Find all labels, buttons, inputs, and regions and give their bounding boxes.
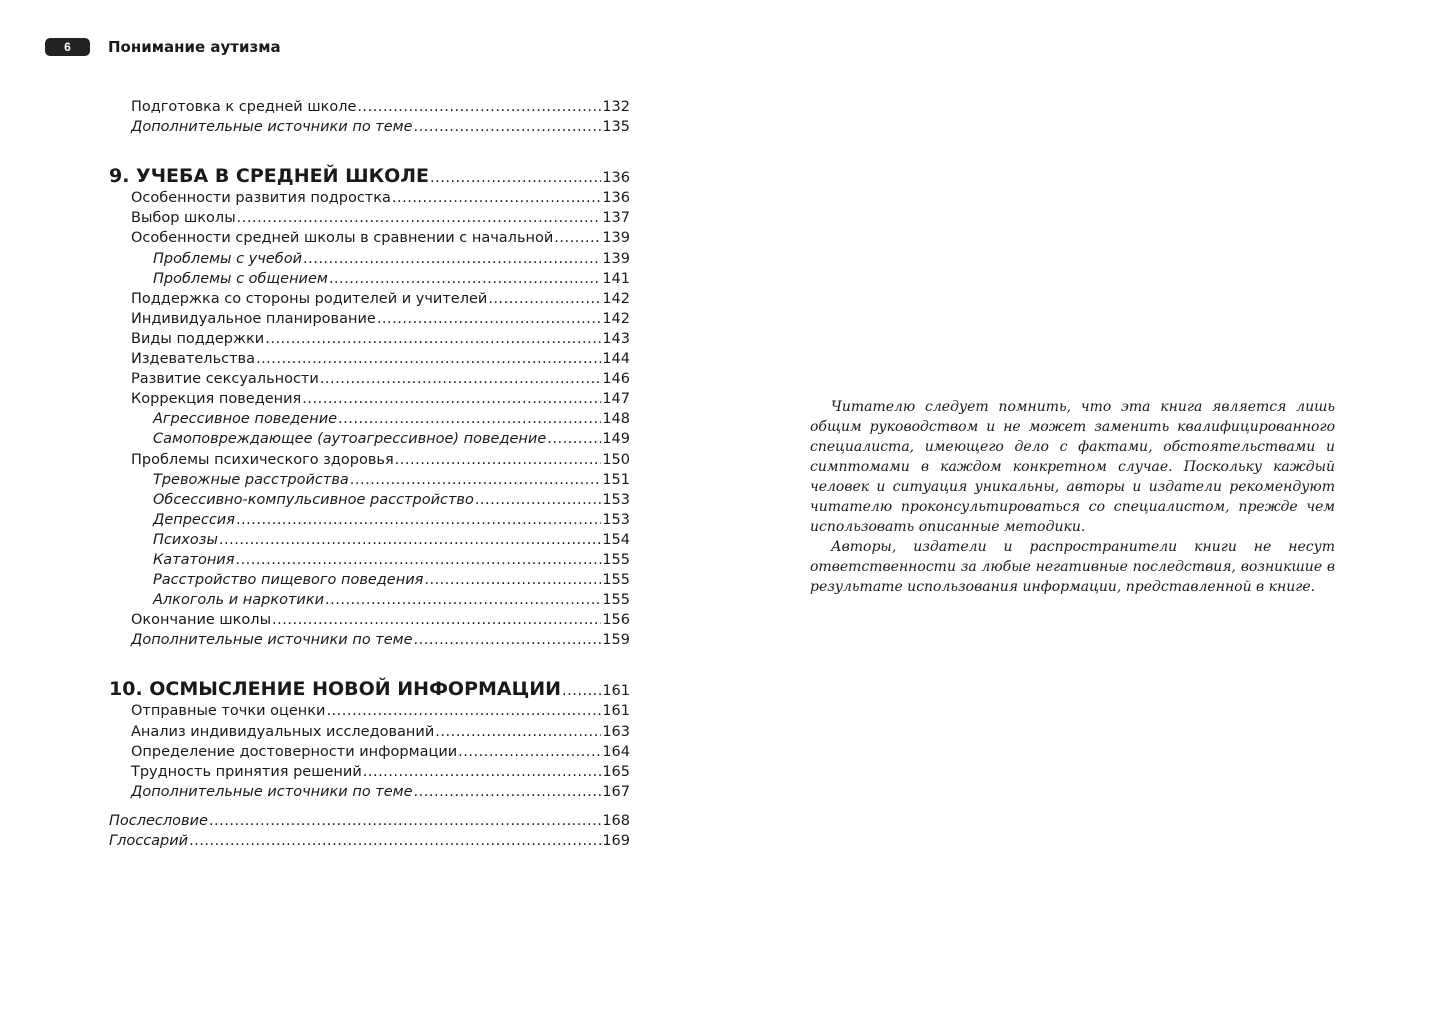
toc-entry-title: Отправные точки оценки <box>131 703 326 720</box>
toc-dot-leader <box>236 510 601 530</box>
toc-entry-title: Психозы <box>153 531 218 548</box>
toc-dot-leader <box>414 630 602 650</box>
toc-dot-leader <box>350 470 602 490</box>
toc-page-number: 148 <box>602 411 630 428</box>
toc-entry-row <box>109 429 630 449</box>
toc-page-number: 154 <box>602 531 630 548</box>
toc-entry-row <box>109 762 630 782</box>
toc-entry-row <box>109 349 630 369</box>
toc-entry-row <box>109 610 630 630</box>
toc-dot-leader <box>320 369 602 389</box>
toc-entry-title: Алкоголь и наркотики <box>153 592 325 609</box>
toc-entry-row <box>109 782 630 802</box>
toc-page-number: 146 <box>602 371 630 388</box>
toc-entry-title: Виды поддержки <box>131 330 265 347</box>
toc-entry-row <box>109 701 630 721</box>
toc-dot-leader <box>209 811 601 831</box>
toc-dot-leader <box>435 722 601 742</box>
toc-page-number: 156 <box>602 612 630 629</box>
toc-dot-leader <box>237 208 602 228</box>
toc-entry-title: Глоссарий <box>109 833 189 849</box>
toc-entry-title: Расстройство пищевого поведения <box>153 572 424 589</box>
toc-entry-row <box>109 117 630 137</box>
toc-dot-leader <box>357 97 601 117</box>
toc-page-number: 155 <box>602 551 630 568</box>
toc-page-number: 136 <box>602 190 630 207</box>
toc-entry-title: Депрессия <box>153 511 235 528</box>
page-header <box>45 36 281 58</box>
toc-entry-title: Тревожные расстройства <box>153 471 349 488</box>
toc-dot-leader <box>414 782 602 802</box>
toc-entry-row <box>109 449 630 469</box>
toc-page-number: 161 <box>602 703 630 720</box>
toc-chapter-row <box>109 675 630 701</box>
toc-entry-title: Дополнительные источники по теме <box>131 632 413 649</box>
toc-entry-row <box>109 329 630 349</box>
toc-entry-title: Индивидуальное планирование <box>131 310 376 327</box>
toc-page-number: 167 <box>602 783 630 800</box>
toc-page-number: 142 <box>602 290 630 307</box>
toc-entry-title: Издевательства <box>131 351 255 368</box>
toc-dot-leader <box>562 681 601 701</box>
running-title: Понимание аутизма <box>108 38 281 56</box>
toc-page-number: 139 <box>602 230 630 247</box>
toc-entry-title: Трудность принятия решений <box>131 763 362 780</box>
toc-dot-leader <box>547 429 601 449</box>
toc-dot-leader <box>189 831 601 851</box>
toc-page-number: 147 <box>602 391 630 408</box>
toc-page-number: 149 <box>602 431 630 448</box>
toc-entry-row <box>109 188 630 208</box>
toc-entry-title: Коррекция поведения <box>131 391 302 408</box>
toc-dot-leader <box>430 168 601 188</box>
toc-page-number: 151 <box>602 471 630 488</box>
toc-page-number: 153 <box>602 491 630 508</box>
toc-entry-row <box>109 269 630 289</box>
toc-page-number: 155 <box>602 572 630 589</box>
disclaimer-notice <box>810 397 1335 597</box>
toc-entry-title: Агрессивное поведение <box>153 411 338 428</box>
toc-dot-leader <box>219 530 601 550</box>
toc-entry-row <box>109 369 630 389</box>
toc-entry-title: Выбор школы <box>131 210 236 227</box>
toc-page-number: 144 <box>602 351 630 368</box>
disclaimer-paragraph: Читателю следует помнить, что эта книга является лишь общим руководством и не может заменить квалифицированного специалиста, имеющего дело с фактами, обстоятельствами и симптомами в каждом конкретном случае. Поскольку каждый человек и ситуация уникальны, авторы и издатели рекомендуют читателю проконсультироваться со специалистом, прежде чем использовать описанные методики. <box>810 399 1335 535</box>
toc-page-number: 143 <box>602 330 630 347</box>
toc-dot-leader <box>475 490 601 510</box>
toc-page-number: 164 <box>602 743 630 760</box>
toc-entry-title: 10. ОСМЫСЛЕНИЕ НОВОЙ ИНФОРМАЦИИ <box>109 678 562 701</box>
toc-entry-title: Особенности развития подростка <box>131 190 391 207</box>
toc-entry-row <box>109 309 630 329</box>
toc-page-number: 165 <box>602 763 630 780</box>
toc-entry-title: Особенности средней школы в сравнении с начальной <box>131 230 554 247</box>
toc-dot-leader <box>265 329 601 349</box>
toc-entry-row <box>109 570 630 590</box>
toc-entry-title: Послесловие <box>109 812 208 829</box>
toc-page-number: 135 <box>602 119 630 136</box>
toc-dot-leader <box>272 610 601 630</box>
toc-entry-title: Проблемы с общением <box>153 270 328 287</box>
toc-entry-title: Кататония <box>153 551 235 568</box>
toc-page-number: 153 <box>602 511 630 528</box>
toc-chapter-row <box>109 162 630 188</box>
toc-page-number: 136 <box>602 170 630 187</box>
toc-entry-title: Проблемы с учебой <box>153 250 302 267</box>
toc-page-number: 155 <box>602 592 630 609</box>
toc-dot-leader <box>235 550 601 570</box>
toc-page-number: 142 <box>602 310 630 327</box>
toc-entry-row <box>109 289 630 309</box>
toc-entry-title: Проблемы психического здоровья <box>131 451 394 468</box>
toc-dot-leader <box>302 389 601 409</box>
toc-entry-title: Окончание школы <box>131 612 272 629</box>
toc-entry-row <box>109 97 630 117</box>
toc-page-number: 161 <box>602 683 630 700</box>
toc-page-number: 169 <box>602 833 630 849</box>
toc-entry-title: Определение достоверности информации <box>131 743 458 760</box>
toc-entry-row <box>109 389 630 409</box>
toc-entry-title: 9. УЧЕБА В СРЕДНЕЙ ШКОЛЕ <box>109 165 430 188</box>
toc-entry-title: Обсессивно-компульсивное расстройство <box>153 491 474 508</box>
toc-dot-leader <box>326 701 601 721</box>
disclaimer-paragraph: Авторы, издатели и распространители книги не несут ответственности за любые негативные последствия, возникшие в результате использования информации, представленной в книге. <box>810 539 1335 595</box>
toc-page-number: 132 <box>602 99 630 116</box>
toc-page-number: 137 <box>602 210 630 227</box>
toc-entry-title: Самоповреждающее (аутоагрессивное) поведение <box>153 431 547 448</box>
toc-dot-leader <box>256 349 601 369</box>
toc-page-number: 141 <box>602 270 630 287</box>
toc-dot-leader <box>395 450 602 470</box>
toc-entry-row <box>109 470 630 490</box>
table-of-contents <box>109 97 630 851</box>
toc-dot-leader <box>488 289 601 309</box>
toc-page-number: 150 <box>602 451 630 468</box>
toc-entry-title: Подготовка к средней школе <box>131 99 357 116</box>
toc-entry-title: Поддержка со стороны родителей и учителей <box>131 290 488 307</box>
toc-entry-row <box>109 831 630 851</box>
toc-entry-row <box>109 228 630 248</box>
toc-entry-row <box>109 510 630 530</box>
toc-entry-row <box>109 550 630 570</box>
toc-entry-row <box>109 721 630 741</box>
toc-dot-leader <box>377 309 602 329</box>
toc-entry-row <box>109 208 630 228</box>
toc-dot-leader <box>414 117 602 137</box>
toc-entry-title: Дополнительные источники по теме <box>131 119 413 136</box>
toc-page-number: 168 <box>602 812 630 829</box>
toc-entry-title: Развитие сексуальности <box>131 371 319 388</box>
toc-entry-row <box>109 630 630 650</box>
toc-entry-row <box>109 811 630 831</box>
toc-page-number: 163 <box>602 723 630 740</box>
toc-dot-leader <box>424 570 601 590</box>
toc-dot-leader <box>363 762 602 782</box>
toc-entry-row <box>109 248 630 268</box>
toc-dot-leader <box>303 249 601 269</box>
toc-entry-row <box>109 742 630 762</box>
page-number-badge: 6 <box>45 38 90 56</box>
toc-dot-leader <box>338 409 601 429</box>
toc-dot-leader <box>392 188 601 208</box>
toc-page-number: 159 <box>602 632 630 649</box>
toc-dot-leader <box>458 742 601 762</box>
toc-entry-row <box>109 530 630 550</box>
toc-entry-row <box>109 490 630 510</box>
toc-dot-leader <box>325 590 601 610</box>
toc-entry-row <box>109 590 630 610</box>
toc-entry-title: Дополнительные источники по теме <box>131 783 413 800</box>
toc-dot-leader <box>554 228 601 248</box>
toc-entry-title: Анализ индивидуальных исследований <box>131 723 435 740</box>
toc-dot-leader <box>329 269 601 289</box>
toc-entry-row <box>109 409 630 429</box>
toc-page-number: 139 <box>602 250 630 267</box>
